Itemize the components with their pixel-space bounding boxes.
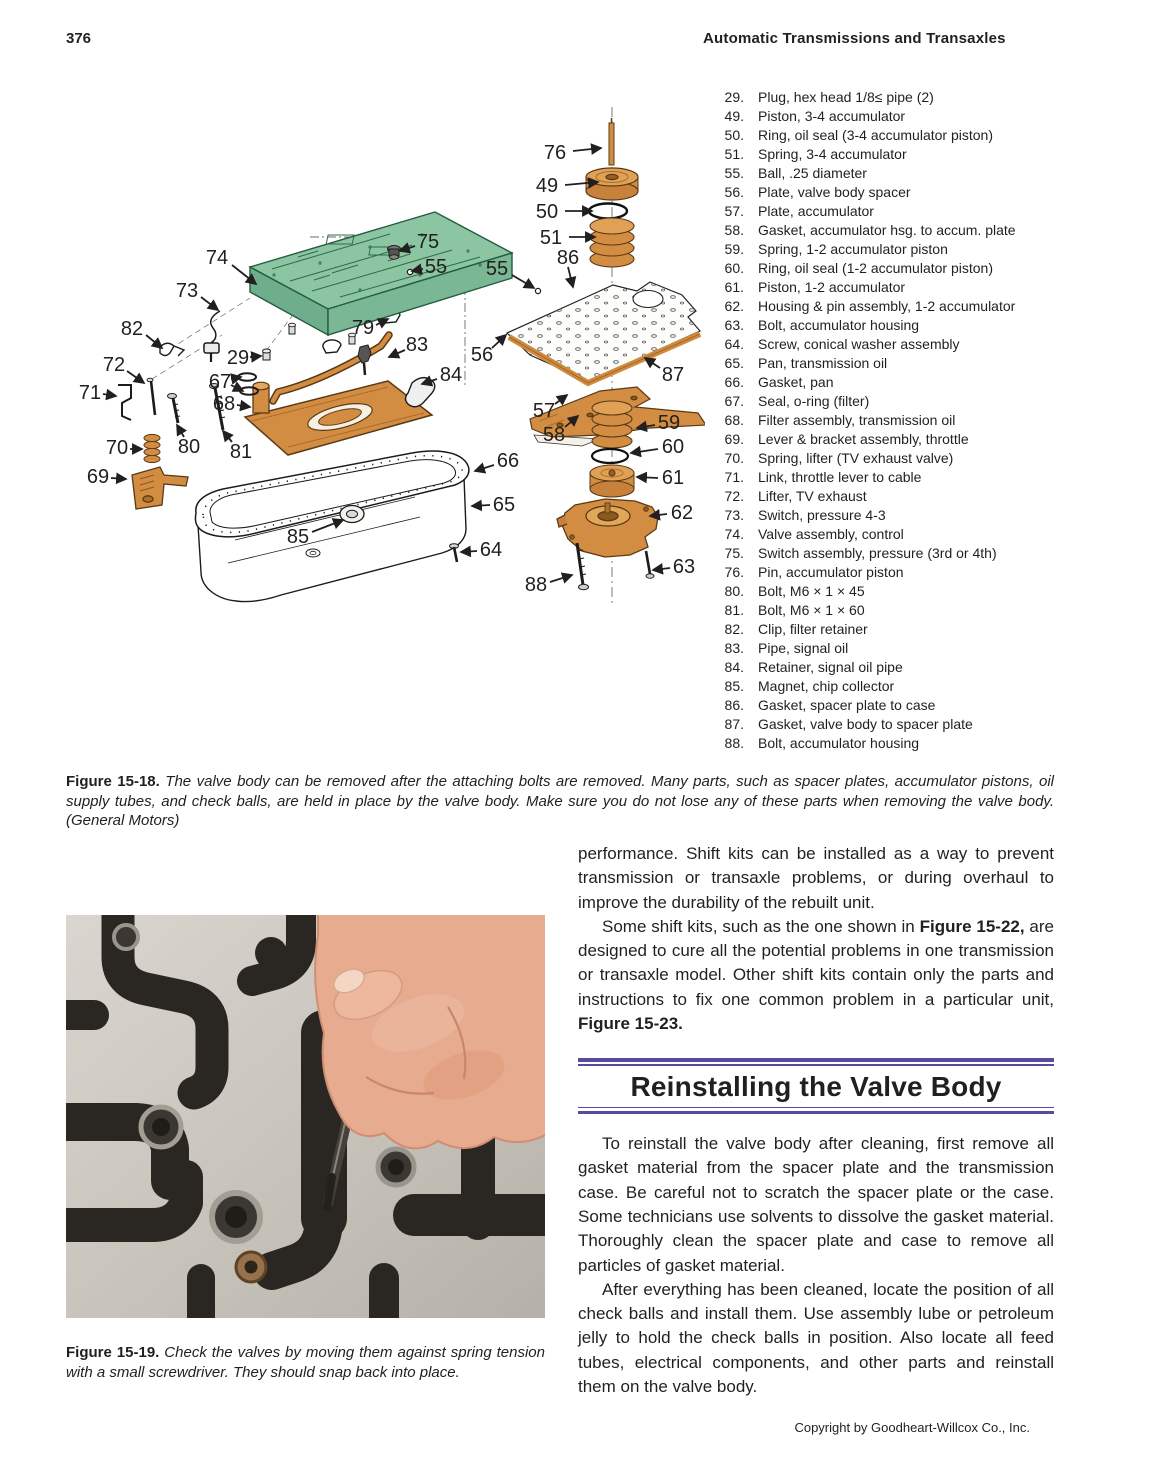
- parts-list-item: [714, 449, 1156, 468]
- accumulator-pin: [609, 118, 614, 165]
- callout-arrow: [568, 267, 573, 287]
- body-text-column: [578, 842, 1054, 1399]
- diagram-callout-85: 85: [286, 526, 310, 548]
- callout-arrow: [237, 405, 250, 407]
- parts-list-item: [714, 677, 1156, 696]
- part-number: 85.: [724, 678, 744, 694]
- callout-arrow: [573, 148, 601, 151]
- tv-exhaust-lifter: [147, 378, 155, 415]
- parts-list-item: [714, 392, 1156, 411]
- callout-arrow: [653, 568, 670, 570]
- parts-list-item: [714, 544, 1156, 563]
- part-number: 86.: [724, 697, 744, 713]
- callout-arrow: [127, 371, 144, 383]
- parts-list-item: [714, 202, 1156, 221]
- part-number: 61.: [724, 279, 744, 295]
- callout-arrow: [645, 358, 660, 368]
- diagram-callout-59: 59: [657, 412, 681, 434]
- figure-15-19-caption: [66, 1343, 545, 1382]
- callout-arrow: [512, 275, 534, 288]
- diagram-callout-69: 69: [86, 466, 110, 488]
- accumulator-spring-1-2: [592, 401, 632, 448]
- part-description: Link, throttle lever to cable: [758, 469, 922, 485]
- parts-list-item: [714, 278, 1156, 297]
- control-valve-assembly: [250, 212, 512, 335]
- part-description: Bolt, M6 × 1 × 45: [758, 583, 865, 599]
- part-description: Bolt, M6 × 1 × 60: [758, 602, 865, 618]
- diagram-callout-67: 67: [208, 371, 232, 393]
- part-description: Lifter, TV exhaust: [758, 488, 867, 504]
- diagram-callout-60: 60: [661, 436, 685, 458]
- heading-rule-top-thick: [578, 1058, 1054, 1062]
- part-description: Gasket, spacer plate to case: [758, 697, 936, 713]
- parts-list-item: [714, 164, 1156, 183]
- diagram-callout-65: 65: [492, 494, 516, 516]
- part-number: 82.: [724, 621, 744, 637]
- part-number: 66.: [724, 374, 744, 390]
- part-description: Switch, pressure 4-3: [758, 507, 886, 523]
- parts-list-item: [714, 582, 1156, 601]
- diagram-callout-51: 51: [539, 227, 563, 249]
- diagram-callout-50: 50: [535, 201, 559, 223]
- parts-list-item: [714, 525, 1156, 544]
- parts-list: [714, 88, 1156, 753]
- part-number: 74.: [724, 526, 744, 542]
- callout-arrow: [492, 335, 506, 348]
- part-description: Plate, accumulator: [758, 203, 874, 219]
- parts-list-item: [714, 658, 1156, 677]
- throttle-link: [118, 385, 131, 420]
- parts-list-item: [714, 259, 1156, 278]
- chip-collector-magnet: [340, 506, 364, 523]
- diagram-callout-68: 68: [212, 393, 236, 415]
- part-number: 63.: [724, 317, 744, 333]
- diagram-callout-84: 84: [439, 364, 463, 386]
- parts-list-item: [714, 88, 1156, 107]
- part-description: Lever & bracket assembly, throttle: [758, 431, 969, 447]
- part-description: Gasket, accumulator hsg. to accum. plate: [758, 222, 1016, 238]
- callout-arrow: [555, 395, 567, 404]
- diagram-callout-57: 57: [532, 400, 556, 422]
- part-number: 75.: [724, 545, 744, 561]
- diagram-callout-86: 86: [556, 247, 580, 269]
- body-paragraph: To reinstall the valve body after cleaning, first remove all gasket material from the spacer plate and the transmission case. Be careful not to scratch the spacer plate or the case. Some technicians use solvents to dissolve the gasket material. Thoroughly clean the spacer plate and case to remove all particles of gasket material.: [578, 1134, 1054, 1275]
- part-description: Pin, accumulator piston: [758, 564, 904, 580]
- section-heading-block: [578, 1058, 1054, 1114]
- part-description: Bolt, accumulator housing: [758, 317, 920, 333]
- parts-list-item: [714, 430, 1156, 449]
- part-number: 49.: [724, 108, 744, 124]
- part-description: Retainer, signal oil pipe: [758, 659, 903, 675]
- part-description: Magnet, chip collector: [758, 678, 895, 694]
- callout-arrow: [550, 575, 572, 582]
- part-number: 50.: [724, 127, 744, 143]
- part-number: 83.: [724, 640, 744, 656]
- part-number: 72.: [724, 488, 744, 504]
- figure-15-18-diagram: [60, 85, 705, 760]
- parts-list-item: [714, 107, 1156, 126]
- pressure-switch-3rd-4th: [388, 246, 401, 260]
- part-number: 59.: [724, 241, 744, 257]
- diagram-callout-61: 61: [661, 467, 685, 489]
- diagram-callout-83: 83: [405, 334, 429, 356]
- parts-list-item: [714, 335, 1156, 354]
- part-number: 68.: [724, 412, 744, 428]
- throttle-lever-bracket: [132, 467, 188, 509]
- figure-reference: Figure 15-23.: [578, 1014, 683, 1034]
- parts-list-item: [714, 487, 1156, 506]
- diagram-callout-71: 71: [78, 382, 102, 404]
- diagram-callout-87: 87: [661, 364, 685, 386]
- parts-list-item: [714, 715, 1156, 734]
- lifter-spring: [144, 434, 160, 462]
- part-description: Spring, 3-4 accumulator: [758, 146, 907, 162]
- part-number: 84.: [724, 659, 744, 675]
- part-description: Clip, filter retainer: [758, 621, 868, 637]
- part-description: Gasket, valve body to spacer plate: [758, 716, 973, 732]
- part-number: 62.: [724, 298, 744, 314]
- parts-list-item: [714, 126, 1156, 145]
- figure-15-19-caption-label: Figure 15-19.: [66, 1344, 160, 1361]
- part-description: Ring, oil seal (1-2 accumulator piston): [758, 260, 993, 276]
- diagram-callout-58: 58: [542, 424, 566, 446]
- parts-list-item: [714, 183, 1156, 202]
- parts-list-item: [714, 601, 1156, 620]
- accumulator-spring-3-4: [590, 218, 634, 267]
- part-number: 80.: [724, 583, 744, 599]
- parts-list-item: [714, 563, 1156, 582]
- part-description: Filter assembly, transmission oil: [758, 412, 956, 428]
- callout-arrow: [475, 465, 494, 471]
- part-description: Piston, 1-2 accumulator: [758, 279, 906, 295]
- figure-15-18-caption-label: Figure 15-18.: [66, 773, 160, 790]
- figure-reference: Figure 15-22,: [919, 916, 1025, 936]
- diagram-callout-66: 66: [496, 450, 520, 472]
- parts-list-item: [714, 373, 1156, 392]
- oil-seal-ring-1-2: [592, 449, 628, 463]
- diagram-callout-49: 49: [535, 175, 559, 197]
- callout-arrow: [201, 297, 218, 310]
- body-text: are designed to cure all the potential problems in one transmission or transaxle model. Other shift kits contain only the parts and instructions to fix one common problem in a particular unit,: [578, 916, 1055, 1009]
- conical-washer-screw: [450, 544, 459, 562]
- part-description: Housing & pin assembly, 1-2 accumulator: [758, 298, 1016, 314]
- accumulator-piston-1-2: [590, 465, 634, 497]
- accumulator-housing-bolt-short: [646, 551, 654, 578]
- part-description: Spring, 1-2 accumulator piston: [758, 241, 948, 257]
- part-number: 73.: [724, 507, 744, 523]
- diagram-callout-62: 62: [670, 502, 694, 524]
- parts-list-item: [714, 620, 1156, 639]
- diagram-callout-88: 88: [524, 574, 548, 596]
- part-number: 29.: [724, 89, 744, 105]
- parts-list-item: [714, 506, 1156, 525]
- heading-rule-bottom-thick: [578, 1111, 1054, 1115]
- part-description: Plate, valve body spacer: [758, 184, 911, 200]
- diagram-callout-72: 72: [102, 354, 126, 376]
- callout-arrow: [637, 477, 658, 478]
- callout-arrow: [631, 449, 658, 453]
- diagram-callout-82: 82: [120, 318, 144, 340]
- part-number: 87.: [724, 716, 744, 732]
- check-ball: [407, 269, 412, 274]
- callout-arrow: [103, 394, 116, 396]
- part-description: Pipe, signal oil: [758, 640, 849, 656]
- brass-orifice-bore: [245, 1261, 258, 1274]
- diagram-callout-73: 73: [175, 280, 199, 302]
- valve-body-photo-illustration: [66, 915, 545, 1318]
- part-number: 57.: [724, 203, 744, 219]
- figure-15-19-photo: [66, 915, 545, 1318]
- part-description: Bolt, accumulator housing: [758, 735, 920, 751]
- parts-list-item: [714, 354, 1156, 373]
- part-description: Pan, transmission oil: [758, 355, 888, 371]
- part-description: Gasket, pan: [758, 374, 834, 390]
- diagram-callout-76: 76: [543, 142, 567, 164]
- callout-arrow: [250, 356, 261, 357]
- copyright-line: Copyright by Goodheart-Willcox Co., Inc.: [794, 1420, 1030, 1435]
- part-number: 71.: [724, 469, 744, 485]
- parts-list-item: [714, 639, 1156, 658]
- parts-list-item: [714, 734, 1156, 753]
- diagram-callout-70: 70: [105, 437, 129, 459]
- parts-list-item: [714, 316, 1156, 335]
- part-number: 67.: [724, 393, 744, 409]
- part-number: 70.: [724, 450, 744, 466]
- diagram-callout-79: 79: [351, 317, 375, 339]
- part-number: 81.: [724, 602, 744, 618]
- accumulator-piston-3-4: [586, 168, 638, 200]
- running-head: Automatic Transmissions and Transaxles: [703, 30, 1006, 47]
- part-description: Screw, conical washer assembly: [758, 336, 960, 352]
- body-paragraph: [578, 915, 1054, 1036]
- exploded-view-illustration: [60, 85, 705, 760]
- callout-arrow: [146, 335, 162, 348]
- diagram-callout-55: 55: [485, 258, 509, 280]
- check-ball: [535, 288, 540, 293]
- part-number: 60.: [724, 260, 744, 276]
- heading-rule-bottom-thin: [578, 1107, 1054, 1108]
- callout-arrow: [461, 551, 477, 552]
- diagram-callout-29: 29: [226, 347, 250, 369]
- part-description: Ball, .25 diameter: [758, 165, 867, 181]
- oil-seal-ring-3-4: [589, 204, 627, 219]
- part-number: 88.: [724, 735, 744, 751]
- diagram-callout-80: 80: [177, 436, 201, 458]
- diagram-callout-64: 64: [479, 539, 503, 561]
- part-number: 65.: [724, 355, 744, 371]
- diagram-callout-56: 56: [470, 344, 494, 366]
- part-number: 56.: [724, 184, 744, 200]
- part-description: Spring, lifter (TV exhaust valve): [758, 450, 954, 466]
- oil-pan: [195, 451, 468, 602]
- diagram-callout-63: 63: [672, 556, 696, 578]
- bolt-m6x45: [168, 394, 181, 424]
- diagram-callout-74: 74: [205, 247, 229, 269]
- figure-15-18-caption-text: The valve body can be removed after the attaching bolts are removed. Many parts, such as spacer plates, accumulator pistons, oil supply tubes, and check balls, are held in place by the valve body. Make sure you do not lose any of these parts when removing the valve body. (General Motors): [66, 773, 1054, 829]
- callout-arrow: [472, 505, 490, 506]
- part-number: 76.: [724, 564, 744, 580]
- diagram-callout-55: 55: [424, 256, 448, 278]
- callout-arrow: [389, 350, 405, 357]
- part-description: Valve assembly, control: [758, 526, 904, 542]
- figure-15-18-caption: [66, 772, 1054, 831]
- part-number: 69.: [724, 431, 744, 447]
- body-paragraph: After everything has been cleaned, locate the position of all check balls and install them. Use assembly lube or petroleum jelly to hold the check balls in position. Also locate all feed tubes, electrical components, and other parts and reinstall them on the valve body.: [578, 1279, 1054, 1397]
- transmission-oil-filter: [245, 381, 432, 455]
- part-number: 58.: [724, 222, 744, 238]
- callout-arrow: [111, 478, 126, 479]
- part-number: 64.: [724, 336, 744, 352]
- parts-list-item: [714, 221, 1156, 240]
- part-description: Switch assembly, pressure (3rd or 4th): [758, 545, 997, 561]
- parts-list-item: [714, 240, 1156, 259]
- part-description: Seal, o-ring (filter): [758, 393, 870, 409]
- hand: [315, 915, 545, 1148]
- accumulator-housing: [557, 499, 658, 557]
- diagram-callout-81: 81: [229, 441, 253, 463]
- figure-15-19-caption-text: Check the valves by moving them against spring tension with a small screwdriver. They should snap back into place.: [66, 1344, 545, 1381]
- page-number: 376: [66, 30, 92, 47]
- part-description: Plug, hex head 1/8≤ pipe (2): [758, 89, 934, 105]
- body-text: Some shift kits, such as the one shown in: [602, 916, 920, 936]
- parts-list-item: [714, 696, 1156, 715]
- filter-retainer-clip: [160, 343, 184, 356]
- diagram-callout-75: 75: [416, 231, 440, 253]
- part-description: Piston, 3-4 accumulator: [758, 108, 906, 124]
- parts-list-item: [714, 411, 1156, 430]
- body-paragraph: performance. Shift kits can be installed as a way to prevent transmission or transaxle problems, or during overhaul to improve the durability of the rebuilt unit.: [578, 844, 1054, 912]
- parts-list-item: [714, 468, 1156, 487]
- part-number: 51.: [724, 146, 744, 162]
- parts-list-item: [714, 145, 1156, 164]
- part-description: Ring, oil seal (3-4 accumulator piston): [758, 127, 993, 143]
- section-title: Reinstalling the Valve Body: [630, 1070, 1002, 1102]
- pressure-switch-4-3: [204, 311, 220, 362]
- parts-list-item: [714, 297, 1156, 316]
- part-number: 55.: [724, 165, 744, 181]
- bore-hole: [255, 937, 287, 969]
- hex-head-plug: [263, 349, 271, 360]
